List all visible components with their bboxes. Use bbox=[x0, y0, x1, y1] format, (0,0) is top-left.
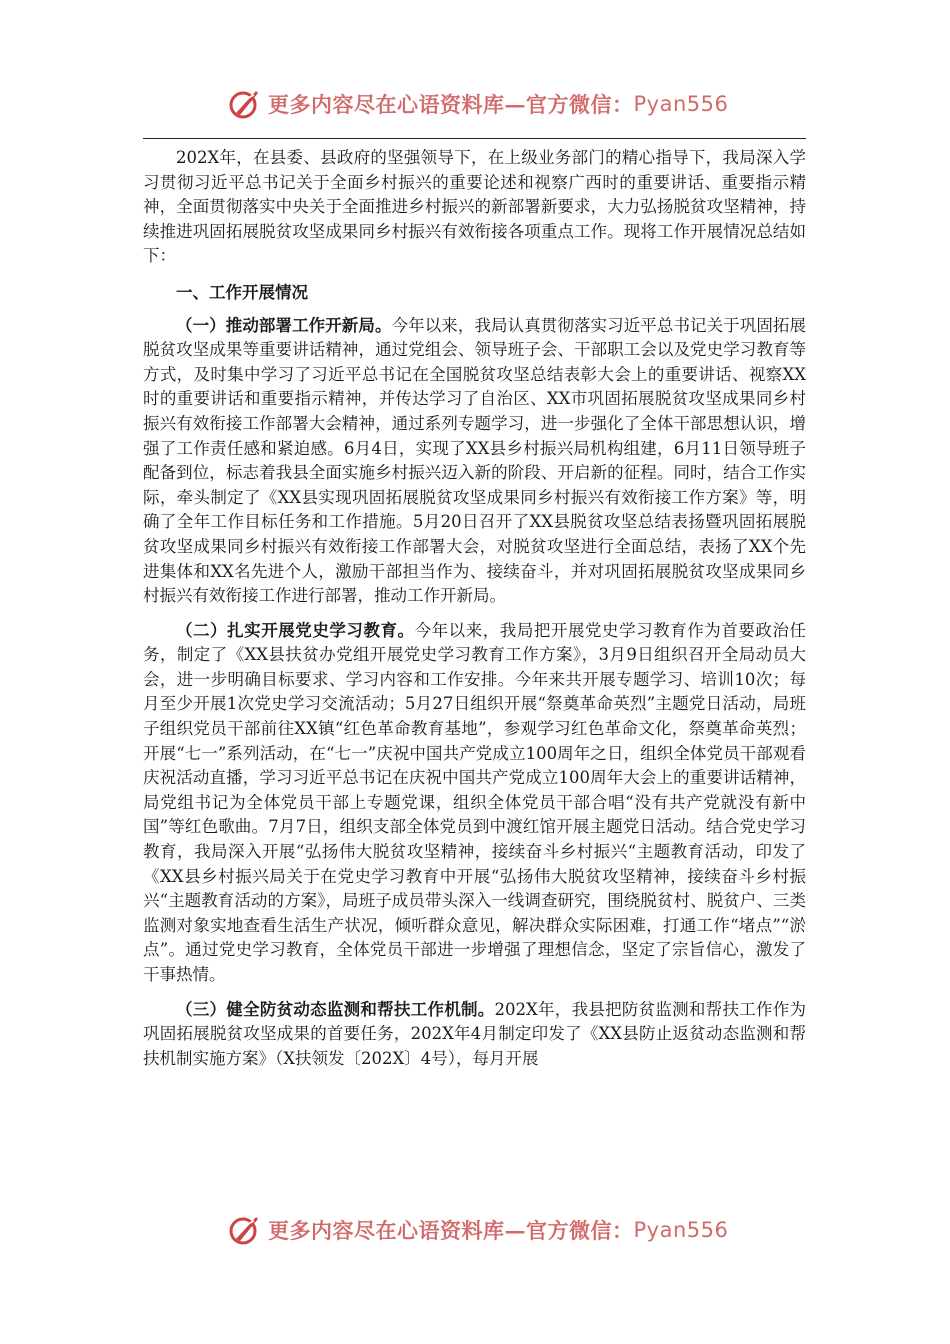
quill-pen-logo-icon bbox=[228, 1213, 262, 1247]
paragraph-3-lead: （三）健全防贫动态监测和帮扶工作机制。 bbox=[176, 999, 495, 1019]
intro-paragraph: 202X年，在县委、县政府的坚强领导下，在上级业务部门的精心指导下，我局深入学习贯彻习近平总书记关于全面乡村振兴的重要论述和视察广西时的重要讲话、重要指示精神，全面贯彻落实中央关于全面推进乡村振兴的新部署新要求，大力弘扬脱贫攻坚精神，持续推进巩固拓展脱贫攻坚成果同乡村振兴有效衔接各项重点工作。现将工作开展情况总结如下： bbox=[143, 148, 806, 266]
watermark-wechat-id: Pyan556 bbox=[633, 92, 729, 116]
watermark-text: 更多内容尽在心语资料库—官方微信： bbox=[268, 1218, 634, 1243]
paragraph-2-body: 今年以来，我局把开展党史学习教育作为首要政治任务，制定了《XX县扶贫办党组开展党史学习教育工作方案》，3月9日组织召开全局动员大会，进一步明确目标要求、学习内容和工作安排。今年来共开展专题学习、培训10次；每月至少开展1次党史学习交流活动；5月27日组织开展“祭奠革命英烈”主题党日活动，局班子组织党员干部前往XX镇“红色革命教育基地”，参观学习红色革命文化，祭奠革命英烈；开展“七一”系列活动，在“七一”庆祝中国共产党成立100周年之日，组织全体党员干部观看庆祝活动直播，学习习近平总书记在庆祝中国共产党成立100周年大会上的重要讲话精神，局党组书记为全体党员干部上专题党课，组织全体党员干部合唱“没有共产党就没有新中国”等红色歌曲。7月7日，组织支部全体党员到中渡红馆开展主题党日活动。结合党史学习教育，我局深入开展“弘扬伟大脱贫攻坚精神，接续奋斗乡村振兴“主题教育活动，印发了《XX县乡村振兴局关于在党史学习教育中开展“弘扬伟大脱贫攻坚精神，接续奋斗乡村振兴“主题教育活动的方案》，局班子成员带头深入一线调查研究，围绕脱贫村、脱贫户、三类监测对象实地查看生活生产状况，倾听群众意见，解决群众实际困难，打通工作“堵点”“淤点”。通过党史学习教育，全体党员干部进一步增强了理想信念，坚定了宗旨信心，激发了干事热情。 bbox=[143, 620, 807, 984]
section-heading: 一、工作开展情况 bbox=[176, 282, 308, 302]
document-body bbox=[143, 146, 806, 1071]
watermark-wechat-id: Pyan556 bbox=[633, 1218, 729, 1242]
paragraph-3 bbox=[143, 998, 806, 1072]
paragraph-1-lead: （一）推动部署工作开新局。 bbox=[176, 315, 392, 335]
paragraph-1-body: 今年以来，我局认真贯彻落实习近平总书记关于巩固拓展脱贫攻坚成果等重要讲话精神，通过党组会、领导班子会、干部职工会以及党史学习教育等方式，及时集中学习了习近平总书记在全国脱贫攻坚总结表彰大会上的重要讲话、视察XX时的重要讲话和重要指示精神，并传达学习了自治区、XX市巩固拓展脱贫攻坚成果同乡村振兴有效衔接工作部署大会精神，通过系列专题学习，进一步强化了全体干部思想认识，增强了工作责任感和紧迫感。6月4日，实现了XX县乡村振兴局机构组建，6月11日领导班子配备到位，标志着我县全面实施乡村振兴迈入新的阶段、开启新的征程。同时，结合工作实际，牵头制定了《XX县实现巩固拓展脱贫攻坚成果同乡村振兴有效衔接工作方案》等，明确了全年工作目标任务和工作措施。5月20日召开了XX县脱贫攻坚总结表扬暨巩固拓展脱贫攻坚成果同乡村振兴有效衔接工作部署大会，对脱贫攻坚进行全面总结，表扬了XX个先进集体和XX名先进个人，激励干部担当作为、接续奋斗，并对巩固拓展脱贫攻坚成果同乡村振兴有效衔接工作进行部署，推动工作开新局。 bbox=[143, 315, 807, 606]
watermark-text: 更多内容尽在心语资料库—官方微信： bbox=[268, 92, 634, 117]
paragraph-3-body: 202X年，我县把防贫监测和帮扶工作作为巩固拓展脱贫攻坚成果的首要任务，202X年4月制定印发了《XX县防止返贫动态监测和帮扶机制实施方案》（X扶领发〔202X〕4号），每月开展 bbox=[143, 999, 806, 1068]
header-watermark-banner bbox=[0, 84, 950, 124]
footer-watermark-banner bbox=[0, 1210, 950, 1250]
paragraph-1 bbox=[143, 314, 806, 609]
paragraph-2 bbox=[143, 619, 806, 988]
header-rule bbox=[143, 138, 806, 139]
paragraph-2-lead: （二）扎实开展党史学习教育。 bbox=[176, 620, 415, 640]
quill-pen-logo-icon bbox=[228, 87, 262, 121]
